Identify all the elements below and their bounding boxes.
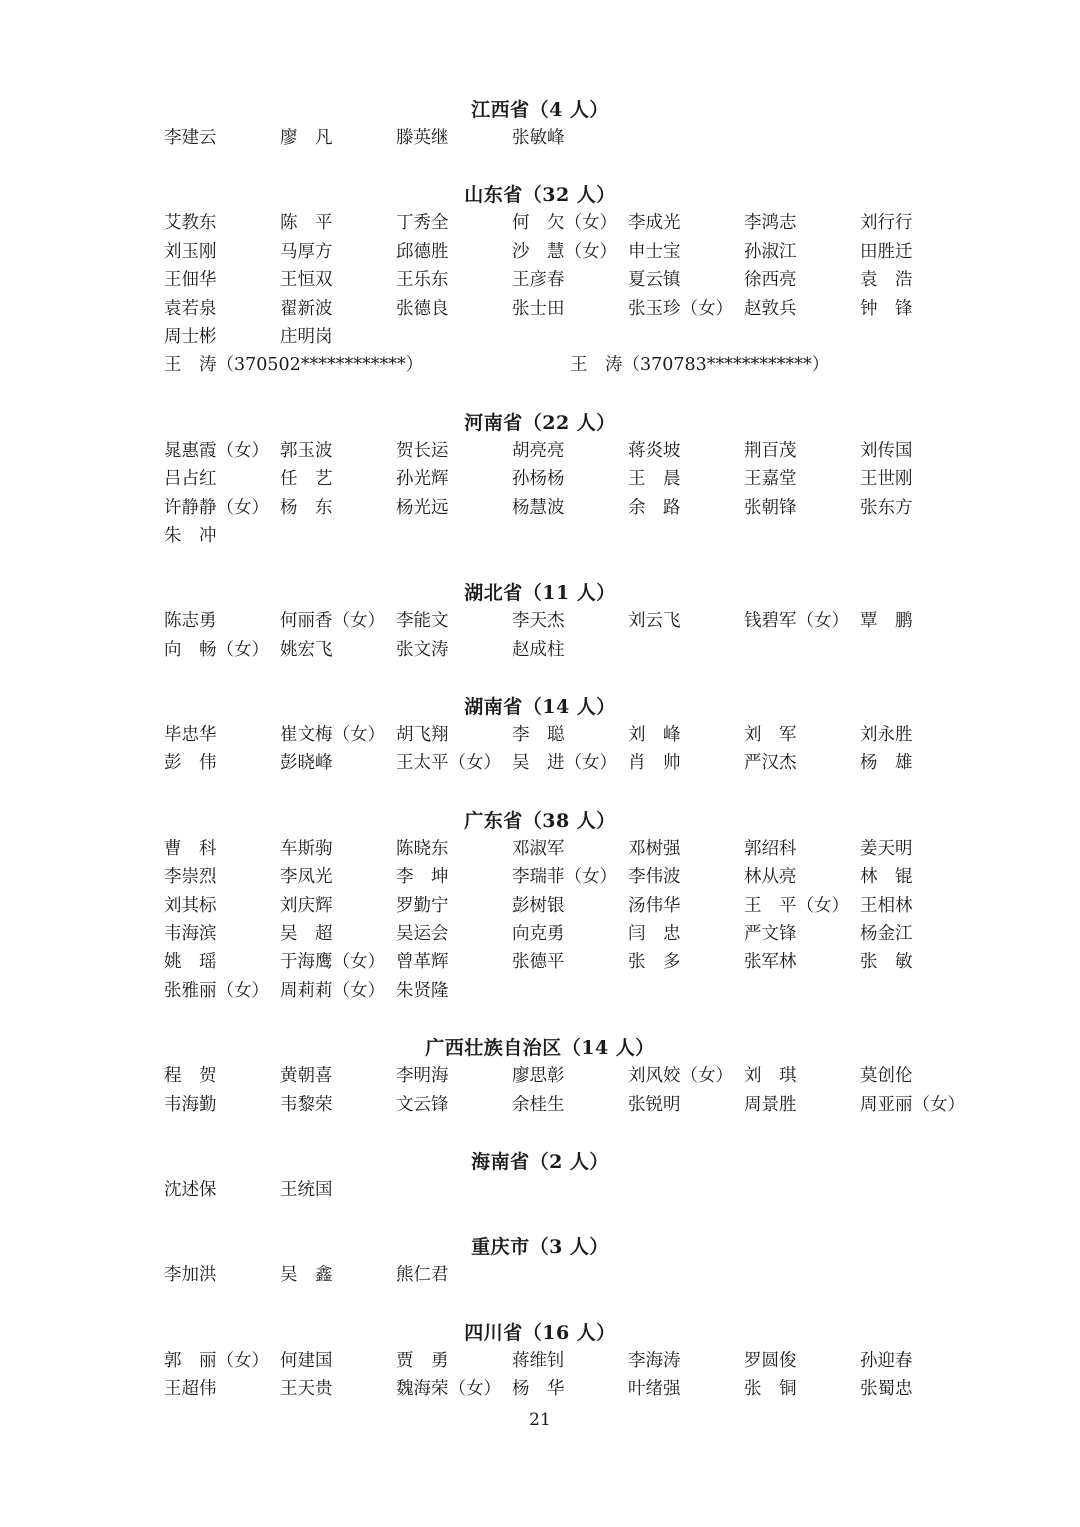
person-name: 赵敦兵 (744, 298, 797, 319)
name-list (164, 1347, 964, 1404)
section-heading: 海南省（2 人） (471, 1150, 609, 1173)
person-name: 任 艺 (280, 469, 333, 490)
person-name: 彭晓峰 (280, 753, 333, 774)
person-name: 许静静（女） (164, 497, 269, 518)
person-name: 向克勇 (512, 924, 565, 945)
section-heading: 山东省（32 人） (464, 184, 616, 207)
name-row (164, 977, 964, 1005)
person-name: 王相林 (860, 895, 913, 916)
person-name: 严汉杰 (744, 753, 797, 774)
person-name: 林 锟 (860, 867, 913, 888)
person-name: 张敏峰 (512, 128, 565, 148)
name-list (164, 607, 964, 664)
name-list (164, 1261, 964, 1289)
person-name: 张 多 (628, 952, 681, 973)
name-row (164, 1091, 964, 1119)
person-name: 周莉莉（女） (280, 980, 385, 1001)
person-name: 曹 科 (164, 838, 217, 859)
person-name: 张东方 (860, 497, 913, 518)
person-name: 何建国 (280, 1350, 333, 1371)
person-name: 王嘉堂 (744, 469, 797, 490)
name-list (164, 124, 964, 152)
person-name: 沈述保 (164, 1179, 217, 1200)
person-name: 王太平（女） (396, 753, 501, 774)
person-name: 李能文 (396, 611, 449, 632)
person-name: 林从亮 (744, 867, 797, 888)
province-section (164, 409, 964, 551)
person-name: 刘永胜 (860, 725, 913, 746)
person-name: 彭树银 (512, 895, 565, 916)
name-list (164, 1062, 964, 1119)
person-name: 张 铜 (744, 1379, 797, 1400)
person-name: 贾 勇 (396, 1350, 449, 1371)
person-name: 张玉珍（女） (628, 298, 733, 319)
name-row (164, 948, 964, 976)
name-row (164, 1176, 964, 1204)
person-name: 徐西亮 (744, 270, 797, 291)
person-name: 罗勤宁 (396, 895, 449, 916)
person-name: 覃 鹏 (860, 611, 913, 632)
person-name: 钱碧军（女） (744, 611, 849, 632)
person-name: 钟 锋 (860, 298, 913, 319)
province-section (164, 579, 964, 664)
person-name: 翟新波 (280, 298, 333, 319)
person-name: 姚 瑶 (164, 952, 217, 973)
person-name: 魏海荣（女） (396, 1379, 501, 1400)
person-name: 张文涛 (396, 639, 449, 660)
section-heading: 江西省（4 人） (471, 99, 609, 121)
person-name: 于海鹰（女） (280, 952, 385, 973)
name-row-with-id (164, 351, 964, 379)
person-name: 沙 慧（女） (512, 241, 617, 262)
section-heading: 广西壮族自治区（14 人） (425, 1037, 655, 1060)
person-name: 夏云镇 (628, 270, 681, 291)
name-row (164, 749, 964, 777)
person-name: 张锐明 (628, 1094, 681, 1115)
person-name: 杨 东 (280, 497, 333, 518)
person-name: 王佃华 (164, 270, 217, 291)
person-name: 汤伟华 (628, 895, 681, 916)
name-row (164, 437, 964, 465)
person-name: 韦海勤 (164, 1094, 217, 1115)
person-name: 朱 冲 (164, 525, 217, 546)
name-row (164, 266, 964, 294)
name-row (164, 892, 964, 920)
person-name: 周景胜 (744, 1094, 797, 1115)
person-name: 朱贤隆 (396, 980, 449, 1001)
person-name: 刘其标 (164, 895, 217, 916)
person-name: 孙光辉 (396, 469, 449, 490)
person-name: 曾革辉 (396, 952, 449, 973)
person-name: 王彦春 (512, 270, 565, 291)
person-name: 王 晨 (628, 469, 681, 490)
person-name: 韦海滨 (164, 924, 217, 945)
person-name: 孙淑江 (744, 241, 797, 262)
person-name: 袁 浩 (860, 270, 913, 291)
person-name: 袁若泉 (164, 298, 217, 319)
person-name: 吴 进（女） (512, 753, 617, 774)
person-name: 李天杰 (512, 611, 565, 632)
person-name: 赵成柱 (512, 639, 565, 660)
person-name: 刘庆辉 (280, 895, 333, 916)
name-row (164, 607, 964, 635)
person-name: 李凤光 (280, 867, 333, 888)
person-name: 熊仁君 (396, 1265, 449, 1286)
person-name: 余 路 (628, 497, 681, 518)
person-name: 李崇烈 (164, 867, 217, 888)
person-name: 贺长运 (396, 440, 449, 461)
person-name: 肖 帅 (628, 753, 681, 774)
person-name: 艾教东 (164, 213, 217, 234)
person-name: 申士宝 (628, 241, 681, 262)
province-section (164, 1233, 964, 1289)
person-name: 罗圆俊 (744, 1350, 797, 1371)
person-name: 向 畅（女） (164, 639, 269, 660)
person-name: 田胜迁 (860, 241, 913, 262)
person-name: 王天贵 (280, 1379, 333, 1400)
name-row (164, 1261, 964, 1289)
person-name: 杨 雄 (860, 753, 913, 774)
person-name: 杨 华 (512, 1379, 565, 1400)
section-heading: 湖北省（11 人） (464, 582, 616, 605)
person-name: 李鸿志 (744, 213, 797, 234)
person-name: 刘云飞 (628, 611, 681, 632)
person-name: 吴 超 (280, 924, 333, 945)
person-name: 文云锋 (396, 1094, 449, 1115)
person-name: 莫创伦 (860, 1066, 913, 1087)
name-list (164, 209, 964, 379)
name-row (164, 323, 964, 351)
person-name: 晁惠霞（女） (164, 440, 269, 461)
section-heading: 广东省（38 人） (464, 809, 616, 832)
person-name: 刘 琪 (744, 1066, 797, 1087)
name-row (164, 835, 964, 863)
person-name: 庄明岗 (280, 326, 333, 347)
name-row (164, 522, 964, 550)
person-name: 刘 峰 (628, 725, 681, 746)
person-name: 刘传国 (860, 440, 913, 461)
person-name: 蒋炎坡 (628, 440, 681, 461)
person-name: 张朝锋 (744, 497, 797, 518)
person-name: 闫 忠 (628, 924, 681, 945)
person-name: 李 坤 (396, 867, 449, 888)
person-name: 丁秀全 (396, 213, 449, 234)
name-list (164, 1176, 964, 1204)
section-heading: 四川省（16 人） (464, 1321, 616, 1344)
person-name: 张士田 (512, 298, 565, 319)
person-name: 何 欠（女） (512, 213, 617, 234)
person-name: 刘玉刚 (164, 241, 217, 262)
person-name: 廖思彰 (512, 1066, 565, 1087)
person-name: 蒋维钊 (512, 1350, 565, 1371)
name-list (164, 835, 964, 1005)
person-name-with-id: 王 涛（370502************） (164, 355, 424, 376)
person-name: 陈晓东 (396, 838, 449, 859)
province-section (164, 181, 964, 379)
person-name: 杨光远 (396, 497, 449, 518)
province-section (164, 1034, 964, 1119)
person-name: 张蜀忠 (860, 1379, 913, 1400)
person-name: 周亚丽（女） (860, 1094, 965, 1115)
person-name: 何丽香（女） (280, 611, 385, 632)
person-name: 李成光 (628, 213, 681, 234)
person-name: 孙杨杨 (512, 469, 565, 490)
person-name: 黄朝喜 (280, 1066, 333, 1087)
person-name: 陈志勇 (164, 611, 217, 632)
person-name: 张军林 (744, 952, 797, 973)
page-number: 21 (529, 1410, 551, 1430)
person-name: 廖 凡 (280, 128, 333, 148)
name-row (164, 721, 964, 749)
person-name: 荆百茂 (744, 440, 797, 461)
name-row (164, 1375, 964, 1403)
name-list (164, 437, 964, 551)
name-row (164, 209, 964, 237)
person-name: 马厚方 (280, 241, 333, 262)
name-row (164, 494, 964, 522)
person-name: 王 平（女） (744, 895, 849, 916)
name-row (164, 636, 964, 664)
person-name: 胡飞翔 (396, 725, 449, 746)
person-name: 李瑞菲（女） (512, 867, 617, 888)
name-row (164, 920, 964, 948)
name-list (164, 721, 964, 778)
province-section (164, 807, 964, 1005)
person-name: 孙迎春 (860, 1350, 913, 1371)
person-name: 邓树强 (628, 838, 681, 859)
name-row (164, 465, 964, 493)
person-name: 彭 伟 (164, 753, 217, 774)
person-name: 李伟波 (628, 867, 681, 888)
person-name: 李海涛 (628, 1350, 681, 1371)
name-row (164, 238, 964, 266)
person-name: 郭绍科 (744, 838, 797, 859)
province-section (164, 693, 964, 778)
person-name: 叶绪强 (628, 1379, 681, 1400)
person-name-with-id: 王 涛（370783************） (570, 355, 830, 376)
person-name: 李建云 (164, 128, 217, 148)
person-name: 杨金江 (860, 924, 913, 945)
person-name: 张雅丽（女） (164, 980, 269, 1001)
person-name: 崔文梅（女） (280, 725, 385, 746)
person-name: 邓淑军 (512, 838, 565, 859)
person-name: 张德平 (512, 952, 565, 973)
person-name: 刘风姣（女） (628, 1066, 733, 1087)
section-heading: 重庆市（3 人） (471, 1236, 609, 1259)
person-name: 吴 鑫 (280, 1265, 333, 1286)
person-name: 姜天明 (860, 838, 913, 859)
person-name: 严文锋 (744, 924, 797, 945)
person-name: 张 敏 (860, 952, 913, 973)
person-name: 吴运会 (396, 924, 449, 945)
name-row (164, 1062, 964, 1090)
person-name: 周士彬 (164, 326, 217, 347)
person-name: 陈 平 (280, 213, 333, 234)
person-name: 刘 军 (744, 725, 797, 746)
province-section (164, 96, 964, 152)
person-name: 余桂生 (512, 1094, 565, 1115)
section-heading: 湖南省（14 人） (464, 696, 616, 719)
person-name: 王恒双 (280, 270, 333, 291)
person-name: 滕英继 (396, 128, 449, 148)
person-name: 邱德胜 (396, 241, 449, 262)
province-section (164, 1148, 964, 1204)
person-name: 吕占红 (164, 469, 217, 490)
person-name: 杨慧波 (512, 497, 565, 518)
person-name: 李 聪 (512, 725, 565, 746)
person-name: 王超伟 (164, 1379, 217, 1400)
person-name: 韦黎荣 (280, 1094, 333, 1115)
person-name: 姚宏飞 (280, 639, 333, 660)
person-name: 王统国 (280, 1179, 333, 1200)
person-name: 程 贺 (164, 1066, 217, 1087)
name-row (164, 863, 964, 891)
person-name: 车斯驹 (280, 838, 333, 859)
province-section (164, 1319, 964, 1404)
person-name: 郭 丽（女） (164, 1350, 269, 1371)
person-name: 王乐东 (396, 270, 449, 291)
person-name: 李加洪 (164, 1265, 217, 1286)
name-row (164, 295, 964, 323)
person-name: 刘行行 (860, 213, 913, 234)
name-row (164, 1347, 964, 1375)
person-name: 胡亮亮 (512, 440, 565, 461)
person-name: 毕忠华 (164, 725, 217, 746)
person-name: 张德良 (396, 298, 449, 319)
person-name: 李明海 (396, 1066, 449, 1087)
section-heading: 河南省（22 人） (464, 411, 616, 434)
person-name: 郭玉波 (280, 440, 333, 461)
name-row (164, 124, 964, 152)
document-body (164, 96, 964, 1404)
person-name: 王世刚 (860, 469, 913, 490)
